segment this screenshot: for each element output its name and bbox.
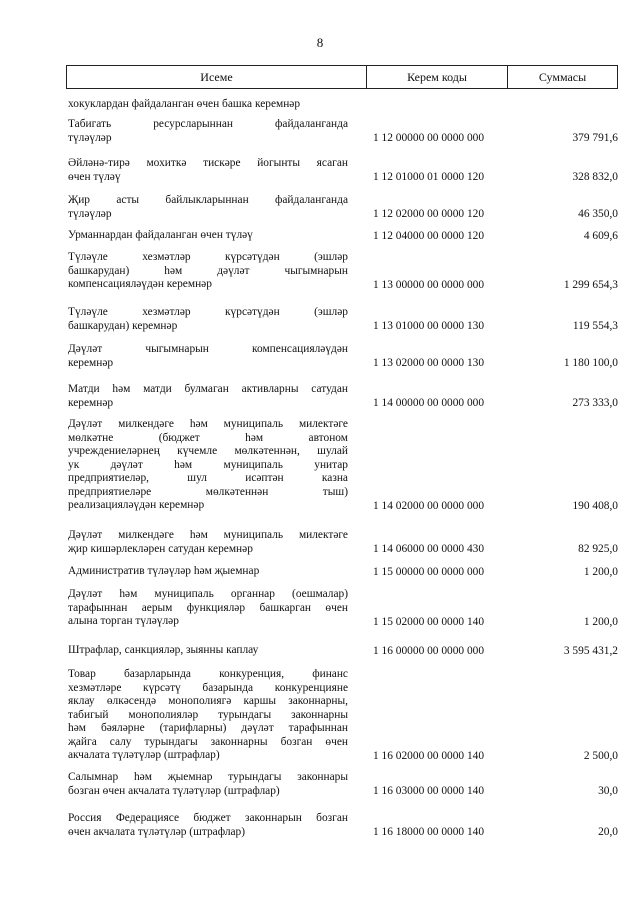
header-code: Керем коды (367, 66, 508, 88)
table-row (66, 771, 620, 798)
row-name (66, 118, 348, 145)
row-name-line: керемнәр (68, 396, 114, 409)
row-sum: 4 609,6 (583, 229, 618, 242)
row-name (66, 644, 348, 658)
row-name (66, 529, 348, 556)
table-row (66, 251, 620, 292)
row-sum: 1 200,0 (583, 615, 618, 628)
table-row (66, 343, 620, 370)
row-name-line: Россия Федерациясе бюджет законнарын бозган (68, 812, 348, 824)
row-name (66, 251, 348, 292)
row-code: 1 16 00000 00 0000 000 (373, 644, 485, 657)
row-name-line: керемнәр (68, 356, 114, 369)
row-name-line: Матди һәм матди булмаган активларны сатудан (68, 383, 348, 395)
row-name-line: бозган өчен акчалата түләтүләр (штрафлар) (68, 784, 280, 797)
row-code: 1 12 00000 00 0000 000 (373, 131, 485, 144)
row-name-line: Штрафлар, санкцияләр, зыянны каплау (68, 644, 259, 656)
row-sum: 1 299 654,3 (563, 278, 618, 291)
table-row (66, 418, 620, 513)
row-name-line: Административ түләүләр һәм җыемнар (68, 565, 260, 577)
row-name-line: предприятиеләре мөлкәтеннән тыш) (68, 485, 348, 498)
page-number: 8 (316, 35, 324, 50)
header-name: Исеме (67, 66, 367, 88)
row-sum: 82 925,0 (578, 542, 618, 555)
table-row (66, 306, 620, 333)
table-row (66, 98, 620, 112)
row-name (66, 157, 348, 184)
row-code: 1 13 00000 00 0000 000 (373, 278, 485, 291)
row-name (66, 588, 348, 629)
row-code: 1 14 00000 00 0000 000 (373, 396, 485, 409)
row-code: 1 12 04000 00 0000 120 (373, 229, 485, 242)
row-code: 1 15 02000 00 0000 140 (373, 615, 485, 628)
row-code: 1 16 02000 00 0000 140 (373, 749, 485, 762)
row-code: 1 16 03000 00 0000 140 (373, 784, 485, 797)
row-code: 1 12 02000 00 0000 120 (373, 207, 485, 220)
row-name-line: Товар базарларында конкуренция, финанс (68, 668, 348, 680)
row-name-line: башкарудан) керемнәр (68, 319, 178, 332)
row-name (66, 229, 348, 243)
row-name-line: алына торган түләүләр (68, 615, 179, 627)
row-name (66, 98, 348, 112)
row-name-line: реализацияләүдән керемнәр (68, 499, 205, 511)
row-sum: 30,0 (598, 784, 618, 797)
row-sum: 273 333,0 (572, 396, 618, 409)
row-name-line: Әйләнә-тирә мохиткә тискәре йогынты ясаган (68, 157, 348, 169)
row-sum: 190 408,0 (572, 499, 618, 512)
row-name-line: компенсацияләүдән керемнәр (68, 278, 212, 290)
row-name-line: Салымнар һәм җыемнар турындагы законнары (68, 771, 348, 783)
row-name (66, 668, 348, 763)
row-name-line: Түләүле хезмәтләр күрсәтүдән (эшләр (68, 251, 348, 263)
row-code: 1 12 01000 01 0000 120 (373, 170, 485, 183)
table-row (66, 229, 620, 243)
row-name-line: җир кишәрлекләрен сатудан керемнәр (68, 542, 253, 555)
table-row (66, 118, 620, 145)
table-header (66, 65, 618, 89)
row-name-line: җайга салу турындагы законнарны бозган өчен (68, 735, 348, 748)
row-name-line: хезмәтләре күрсәтү базарында конкуренцияне (68, 681, 348, 694)
row-code: 1 13 01000 00 0000 130 (373, 319, 485, 332)
row-name-line: Дәүләт милкендәге һәм муниципаль милектәге (68, 418, 348, 430)
row-code: 1 14 06000 00 0000 430 (373, 542, 485, 555)
row-name-line: Дәүләт чыгымнарын компенсацияләүдән (68, 343, 348, 355)
row-name-line: Дәүләт милкендәге һәм муниципаль милектәге (68, 529, 348, 541)
row-sum: 1 200,0 (583, 565, 618, 578)
row-code: 1 13 02000 00 0000 130 (373, 356, 485, 369)
row-name (66, 771, 348, 798)
row-name-line: яклау өлкәсендә монополиягә каршы законнарны, (68, 695, 348, 707)
table-row (66, 194, 620, 221)
row-sum: 3 595 431,2 (563, 644, 618, 657)
row-name-line: Табигать ресурсларыннан файдаланганда (68, 118, 348, 130)
row-name (66, 343, 348, 370)
table-row (66, 812, 620, 839)
row-name-line: түләүләр (68, 131, 112, 144)
row-name-line: тарафыннан аерым функцияләр башкарган өчен (68, 601, 348, 614)
revenue-table (66, 65, 618, 838)
row-name-line: Җир асты байлыкларыннан файдаланганда (68, 194, 348, 206)
table-row (66, 588, 620, 629)
row-code: 1 14 02000 00 0000 000 (373, 499, 485, 512)
row-name (66, 812, 348, 839)
row-name-line: Дәүләт һәм муниципаль органнар (оешмалар) (68, 588, 348, 600)
row-name (66, 383, 348, 410)
row-name (66, 565, 348, 579)
row-name-line: Урманнардан файдаланган өчен түләү (68, 229, 253, 241)
row-name-line: хокуклардан файдаланган өчен башка керемнәр (68, 98, 301, 110)
row-name-line: өчен акчалата түләтүләр (штрафлар) (68, 825, 246, 838)
row-sum: 328 832,0 (572, 170, 618, 183)
row-name (66, 306, 348, 333)
row-name-line: ук дәүләт һәм муниципаль унитар (68, 458, 348, 471)
table-row (66, 529, 620, 556)
row-name-line: учреждениеләрнең күчемле мөлкәтеннән, шулай (68, 445, 348, 457)
row-name-line: һәм бәяләрне (тарифларны) дәүләт тарафыннан (68, 722, 348, 734)
row-code: 1 15 00000 00 0000 000 (373, 565, 485, 578)
table-row (66, 644, 620, 658)
table-row (66, 383, 620, 410)
row-name-line: мөлкәтне (бюджет һәм автоном (68, 431, 348, 444)
table-row (66, 565, 620, 579)
row-name-line: табигый монополияләр турындагы законнарны (68, 708, 348, 721)
header-sum: Суммасы (538, 69, 587, 84)
row-sum (508, 98, 620, 112)
row-name-line: башкарудан) һәм дәүләт чыгымнарын (68, 264, 348, 277)
table-row (66, 157, 620, 184)
row-sum: 2 500,0 (583, 749, 618, 762)
row-name-line: предприятиеләр, шул исәптән казна (68, 472, 348, 484)
row-name (66, 194, 348, 221)
row-name-line: өчен түләү (68, 170, 121, 183)
row-name-line: түләүләр (68, 207, 112, 220)
row-name (66, 418, 348, 513)
row-sum: 46 350,0 (578, 207, 618, 220)
row-sum: 20,0 (598, 825, 618, 838)
row-sum: 119 554,3 (572, 319, 618, 332)
row-name-line: акчалата түләтүләр (штрафлар) (68, 749, 220, 761)
table-row (66, 668, 620, 763)
row-code (373, 98, 508, 112)
row-sum: 1 180 100,0 (563, 356, 618, 369)
row-name-line: Түләүле хезмәтләр күрсәтүдән (эшләр (68, 306, 348, 318)
row-sum: 379 791,6 (572, 131, 618, 144)
row-code: 1 16 18000 00 0000 140 (373, 825, 485, 838)
